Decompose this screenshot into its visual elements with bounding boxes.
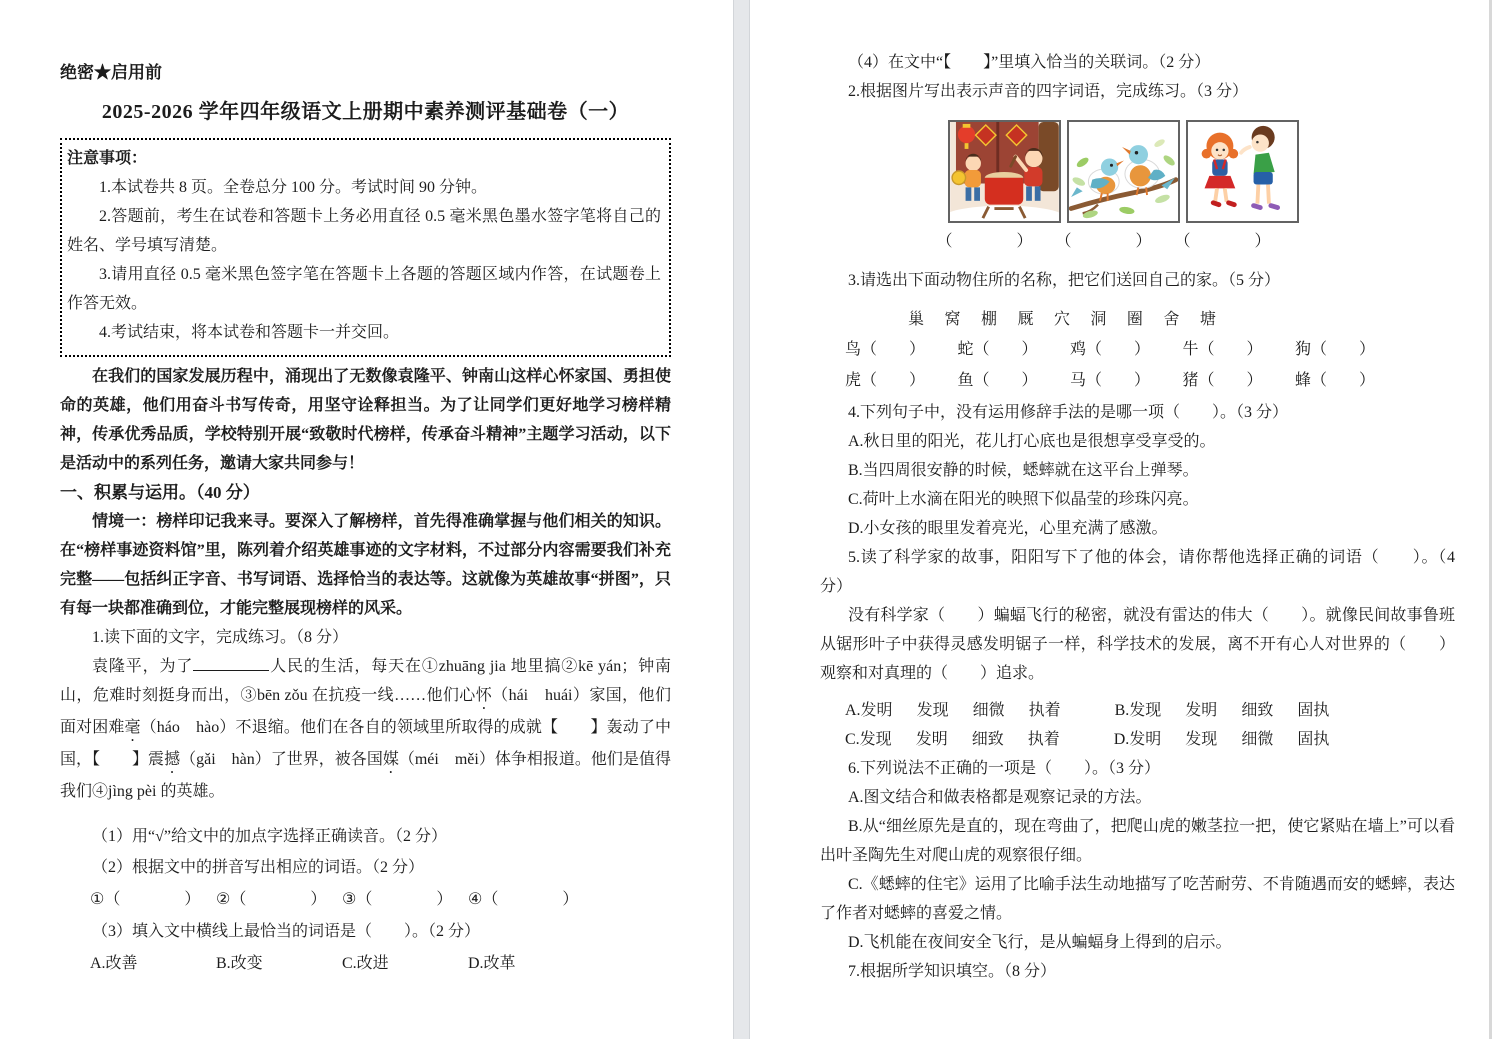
q5-stem: 5.读了科学家的故事，阳阳写下了他的体会，请你帮他选择正确的词语（ ）。（4 分） [820,549,1455,595]
classification-label: 绝密★启用前 [60,63,162,82]
option-d: D.改革 [468,955,516,972]
animal-label: 马 [1069,372,1086,389]
answer-blank: ①（ ） [90,891,201,908]
option-b: B.改变 [216,955,263,972]
option-word: 发明 [1185,702,1218,719]
q4-option-a: A.秋日里的阳光，花儿打心底也是很想享受享受的。 [848,433,1216,450]
animal-label: 蜂 [1294,372,1311,389]
option-a: A.发明 [845,702,893,719]
option-word: 执着 [1027,731,1060,748]
notice-item: 3.请用直径 0.5 毫米黑色签字笔在答题卡上各题的答题区域内作答，在试题卷上作答无效。 [67,266,661,312]
fill-in-blank-line [193,655,269,671]
answer-bracket: （ ） [1174,233,1271,250]
animal-cell [845,365,925,396]
option-c: C.改进 [342,955,389,972]
answer-bracket: （ ） [1055,233,1152,250]
q6-option-d: D.飞机能在夜间安全飞行，是从蝙蝠身上得到的启示。 [848,934,1232,951]
option-word: 细微 [972,702,1005,719]
word-bank-item: 圈 [1126,311,1143,328]
whisper-illustration [1188,122,1297,221]
animal-label: 虎 [845,372,862,389]
animal-label: 蛇 [957,341,974,358]
birds-singing-image [1067,120,1180,223]
answer-bracket: （ ） [1085,341,1150,358]
answer-bracket: （ ） [973,341,1038,358]
animal-cell [1070,365,1150,396]
q1-sub4: （4）在文中“【 】”里填入恰当的关联词。（2 分） [848,54,1211,71]
word-bank-item: 穴 [1053,311,1070,328]
animal-cell [1182,334,1262,365]
intro-paragraph: 在我们的国家发展历程中，涌现出了无数像袁隆平、钟南山这样心怀家国、勇担使命的英雄，他们用奋斗书写传奇，用坚守诠释担当。为了让同学们更好地学习榜样精神，传承优秀品质，学校特别开展“致敬时代榜样，传承奋斗精神”主题学习活动，以下是活动中的系列任务，邀请大家共同参与！ [60,368,671,472]
exam-page-1 [0,0,733,1039]
q2-picture-row [948,120,1455,223]
option-word: 细微 [1241,731,1274,748]
q7-stem: 7.根据所学知识填空。（8 分） [848,963,1057,980]
option-a: A.改善 [90,955,138,972]
q6-option-c: C.《蟋蟀的住宅》运用了比喻手法生动地描写了吃苦耐劳、不肯随遇而安的蟋蟀，表达了作者对蟋蟀的喜爱之情。 [820,876,1455,922]
q6-stem: 6.下列说法不正确的一项是（ ）。（3 分） [848,760,1161,777]
answer-bracket: （ ） [973,372,1038,389]
birds-illustration [1069,122,1178,221]
q2-answer-brackets-row [928,227,1455,256]
q1-sub3-options-row [90,948,671,979]
dotted-character: 毫 [124,719,141,736]
q1-stem: 1.读下面的文字，完成练习。（8 分） [92,629,349,646]
q1-answer-blanks-row [90,884,671,915]
q3-word-bank [908,305,1216,334]
answer-bracket: （ ） [1310,372,1375,389]
option-d: D.发明 [1113,731,1162,748]
q3-animal-row-1 [845,334,1375,365]
page-title: 2025-2026 学年四年级语文上册期中素养测评基础卷（一） [101,101,630,123]
q6-option-b: B.从“细丝原先是直的，现在弯曲了，把爬山虎的嫩茎拉一把，使它紧贴在墙上”可以看出叶圣陶先生对爬山虎的观察很仔细。 [820,818,1455,864]
q1-sub2: （2）根据文中的拼音写出相应的词语。（2 分） [92,859,425,876]
answer-blank: ④（ ） [468,891,579,908]
drum-scene-illustration [950,122,1059,221]
answer-blank: ②（ ） [216,891,327,908]
q5-passage: 没有科学家（ ）蝙蝠飞行的秘密，就没有雷达的伟大（ ）。就像民间故事鲁班从锯形叶子中获得灵感发明锯子一样，科学技术的发展，离不开有心人对世界的（ ）观察和对真理的（ ）追求。 [820,607,1455,682]
notice-item: 4.考试结束，将本试卷和答题卡一并交回。 [99,324,400,341]
answer-bracket: （ ） [1085,372,1150,389]
animal-cell [957,365,1037,396]
answer-bracket: （ ） [861,372,926,389]
whispering-kids-image [1186,120,1299,223]
animal-cell [957,334,1037,365]
option-word: 发现 [916,702,949,719]
animal-label: 鸡 [1069,341,1086,358]
q6-option-a: A.图文结合和做表格都是观察记录的方法。 [848,789,1152,806]
option-b: B.发现 [1114,702,1162,719]
dotted-character: 怀 [475,687,493,704]
word-bank-item: 窝 [944,311,961,328]
section-1-heading: 一、积累与运用。（40 分） [60,483,260,502]
word-bank-item: 棚 [980,311,997,328]
notice-item: 1.本试卷共 8 页。全卷总分 100 分。考试时间 90 分钟。 [99,179,488,196]
animal-cell [845,334,925,365]
word-bank-item: 舍 [1163,311,1180,328]
answer-bracket: （ ） [861,341,926,358]
q5-options-row-1 [845,696,1455,725]
option-word: 发现 [1185,731,1218,748]
option-c: C.发现 [845,731,892,748]
dotted-character: 撼 [164,751,181,768]
exam-page-2 [750,0,1489,1039]
passage-segment: （háo hào）不退缩。他们在各自的领域里所取得的成就【 】轰动了中国，【 】震 [60,719,671,768]
scenario-paragraph: 情境一：榜样印记我来寻。要深入了解榜样，首先得准确掌握与他们相关的知识。在“榜样事迹资料馆”里，陈列着介绍英雄事迹的文字材料，不过部分内容需要我们补充完整——包括纠正字音、书写词语、选择恰当的表达等。这就像为英雄故事“拼图”，只有每一块都准确到位，才能完整展现榜样的风采。 [60,513,671,617]
dotted-character: 媒 [382,751,399,768]
passage-segment: （hái huái）家国，他们面对困难 [60,687,671,736]
animal-label: 鱼 [957,372,974,389]
page-divider [733,0,750,1039]
q5-options-row-2 [845,725,1455,754]
passage-segment: 人民的生活，每天在①zhuāng jia 地里搞②kē yán；钟南山，危难时刻挺身而出，③bēn zǒu 在抗疫一线……他们心 [60,658,671,704]
passage-segment: （gǎi hàn）了世界，被各国 [180,751,383,768]
animal-label: 牛 [1182,341,1199,358]
q4-option-b: B.当四周很安静的时候，蟋蟀就在这平台上弹琴。 [848,462,1199,479]
answer-bracket: （ ） [1198,341,1263,358]
q1-sub3: （3）填入文中横线上最恰当的词语是（ ）。（2 分） [92,923,481,940]
answer-blank: ③（ ） [342,891,453,908]
notice-box [60,138,671,357]
q3-stem: 3.请选出下面动物住所的名称，把它们送回自己的家。（5 分） [848,272,1281,289]
option-word: 发明 [915,731,948,748]
option-word: 细致 [1241,702,1274,719]
option-word: 执着 [1028,702,1061,719]
animal-label: 狗 [1294,341,1311,358]
animal-label: 鸟 [845,341,862,358]
answer-bracket: （ ） [1310,341,1375,358]
q4-option-d: D.小女孩的眼里发着亮光，心里充满了感激。 [848,520,1168,537]
word-bank-item: 洞 [1090,311,1107,328]
q1-passage [60,652,671,806]
q4-option-c: C.荷叶上水滴在阳光的映照下似晶莹的珍珠闪亮。 [848,491,1199,508]
option-word: 细致 [971,731,1004,748]
q2-stem: 2.根据图片写出表示声音的四字词语，完成练习。（3 分） [848,83,1249,100]
animal-cell [1182,365,1262,396]
animal-label: 猪 [1182,372,1199,389]
notice-item: 2.答题前，考生在试卷和答题卡上务必用直径 0.5 毫米黑色墨水签字笔将自己的姓名、学号填写清楚。 [67,208,661,254]
animal-cell [1295,365,1375,396]
notice-heading: 注意事项： [67,150,148,167]
q3-animal-row-2 [845,365,1375,396]
option-word: 固执 [1297,702,1330,719]
q4-stem: 4.下列句子中，没有运用修辞手法的是哪一项（ ）。（3 分） [848,404,1289,421]
word-bank-item: 巢 [908,311,925,328]
option-word: 固执 [1297,731,1330,748]
word-bank-item: 厩 [1017,311,1034,328]
animal-cell [1295,334,1375,365]
answer-bracket: （ ） [936,233,1033,250]
q3-block [820,266,1455,396]
q1-sub1: （1）用“√”给文中的加点字选择正确读音。（2 分） [92,828,447,845]
drum-scene-image [948,120,1061,223]
animal-cell [1070,334,1150,365]
passage-segment: 袁隆平，为了 [92,658,194,675]
word-bank-item: 塘 [1199,311,1216,328]
answer-bracket: （ ） [1198,372,1263,389]
passage-segment: （méi měi）体争相报道。他们是值得我们④jìng pèi 的英雄。 [60,751,671,800]
